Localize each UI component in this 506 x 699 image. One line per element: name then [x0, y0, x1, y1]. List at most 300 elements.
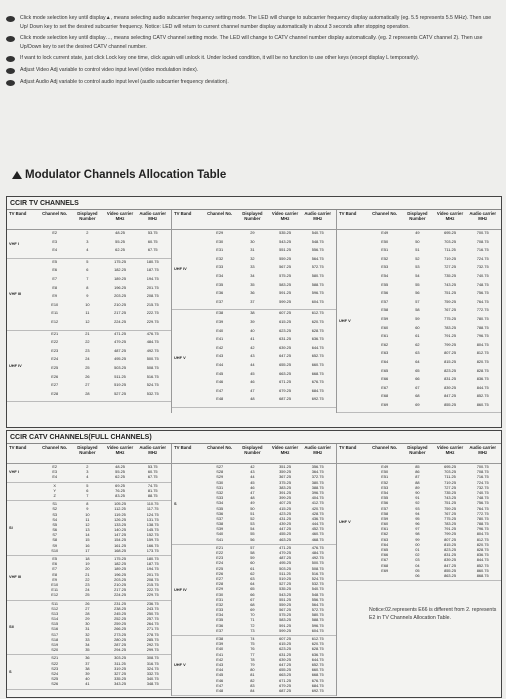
- table-cell: 324.75: [146, 665, 159, 671]
- table-cell: 13: [85, 527, 90, 533]
- table-cell: 687.25: [279, 396, 291, 402]
- table-cell: E2: [52, 230, 58, 235]
- table-cell: E37: [216, 627, 224, 633]
- table-cell: 652.75: [311, 661, 324, 667]
- table-cell: 367.25: [279, 474, 291, 480]
- column-header: Audio carrier MHz: [304, 211, 332, 221]
- table-cell: S26: [51, 681, 59, 687]
- table-cell: 767.25: [444, 510, 456, 516]
- table-cell: S41: [216, 536, 224, 542]
- table-cell: S27: [216, 464, 224, 469]
- table-cell: E65: [381, 547, 389, 552]
- table-cell: 59: [415, 315, 420, 321]
- table-cell: 51: [250, 510, 255, 516]
- table-cell: 55: [415, 281, 420, 287]
- table-cell: 5: [86, 482, 89, 488]
- table-cell: 311.25: [114, 660, 126, 666]
- table-cell: 299.75: [146, 647, 159, 653]
- table-cell: 375.25: [279, 479, 291, 485]
- ccir-tv-title: CCIR TV CHANNELS: [7, 197, 501, 210]
- table-cell: S37: [216, 515, 224, 521]
- table-cell: 791.25: [444, 333, 456, 339]
- table-header-row: [7, 210, 171, 230]
- ccir-tv-panel: [6, 196, 502, 428]
- table-cell: 692.75: [311, 687, 324, 693]
- table-cell: 679.25: [279, 682, 291, 688]
- table-cell: 15: [85, 537, 90, 543]
- ccir-catv-panel: [6, 430, 502, 698]
- table-cell: 28: [85, 390, 90, 396]
- table-cell: 94: [415, 510, 420, 516]
- table-cell: S12: [51, 605, 59, 611]
- table-cell: 112.25: [114, 506, 126, 512]
- table-cell: 660.75: [311, 667, 324, 673]
- band-group: [7, 483, 171, 502]
- table-cell: 791.25: [444, 526, 456, 532]
- table-cell: 2: [86, 230, 89, 235]
- table-cell: 01: [415, 547, 420, 552]
- table-cell: 724.75: [476, 479, 489, 485]
- table-cell: 161.25: [114, 542, 126, 548]
- table-cell: 8: [86, 284, 89, 290]
- table-cell: E42: [216, 656, 224, 662]
- table-cell: 687.25: [279, 687, 291, 693]
- table-cell: 540.75: [311, 586, 324, 592]
- band-label: [9, 484, 38, 500]
- table-cell: 735.25: [444, 489, 456, 495]
- table-cell: 388.75: [311, 484, 324, 490]
- triangle-icon: [12, 171, 22, 179]
- table-cell: 138.75: [146, 521, 159, 527]
- table-cell: S11: [51, 600, 59, 606]
- table-cell: 660.75: [311, 361, 324, 367]
- table-cell: 159.75: [146, 537, 159, 543]
- table-cell: 55.25: [115, 469, 125, 475]
- table-cell: 668.75: [311, 370, 324, 376]
- table-cell: E7: [52, 566, 58, 572]
- table-cell: 67: [250, 596, 255, 602]
- table-cell: 799.25: [444, 341, 456, 347]
- table-cell: 548.75: [311, 591, 324, 597]
- bullet-icon: [6, 36, 15, 42]
- table-cell: 727.25: [444, 484, 456, 490]
- table-cell: 676.75: [311, 677, 324, 683]
- table-cell: S9: [52, 542, 58, 548]
- table-cell: 559.25: [279, 601, 291, 607]
- table-cell: 564.75: [311, 601, 324, 607]
- table-cell: 511.25: [114, 373, 126, 379]
- table-cell: 50: [415, 238, 420, 244]
- table-cell: E31: [216, 596, 224, 602]
- table-cell: E66: [381, 376, 389, 382]
- table-cell: 88: [415, 479, 420, 485]
- note-item: [6, 54, 500, 63]
- table-cell: 231.25: [114, 600, 126, 606]
- column-header: Audio carrier MHz: [469, 211, 497, 221]
- table-cell: 831.25: [444, 376, 456, 382]
- table-cell: 131.75: [146, 516, 159, 522]
- table-cell: 72: [250, 622, 255, 628]
- table-cell: 551.25: [279, 247, 291, 253]
- table-cell: E48: [216, 687, 224, 693]
- table-cell: S28: [216, 469, 224, 475]
- table-cell: 575.25: [279, 612, 291, 618]
- table-cell: 182.25: [114, 561, 126, 567]
- table-cell: S23: [51, 665, 59, 671]
- table-cell: E62: [381, 341, 389, 347]
- table-cell: 631.25: [279, 651, 291, 657]
- table-cell: E12: [51, 318, 59, 324]
- table-cell: 30: [250, 238, 255, 244]
- column-header: Video carrier MHz: [271, 445, 299, 455]
- table-row: [38, 248, 169, 257]
- table-cell: 69.25: [115, 482, 125, 488]
- table-cell: 44: [250, 474, 255, 480]
- table-cell: 492.75: [311, 555, 324, 561]
- table-cell: E46: [216, 677, 224, 683]
- table-cell: 66: [415, 376, 420, 382]
- table-cell: S14: [51, 616, 59, 622]
- table-cell: 383.25: [279, 484, 291, 490]
- table-cell: S15: [51, 621, 59, 627]
- table-cell: 67: [415, 384, 420, 390]
- table-cell: E50: [381, 469, 389, 475]
- table-cell: 391.25: [279, 489, 291, 495]
- table-cell: 612.75: [311, 310, 324, 316]
- column-header: Video carrier MHz: [106, 445, 134, 455]
- table-cell: 855.25: [444, 401, 456, 407]
- table-cell: 33: [85, 636, 90, 642]
- table-row: [203, 397, 334, 406]
- table-cell: 31: [250, 247, 255, 253]
- table-cell: E65: [381, 367, 389, 373]
- table-cell: 50: [250, 505, 255, 511]
- table-cell: 30: [85, 621, 90, 627]
- table-cell: S33: [216, 495, 224, 501]
- table-cell: 6: [86, 487, 89, 493]
- table-cell: 60.75: [147, 469, 158, 475]
- table-cell: 783.25: [444, 324, 456, 330]
- table-cell: 572.75: [311, 264, 324, 270]
- table-cell: 532.75: [311, 581, 324, 587]
- table-cell: S21: [51, 655, 59, 661]
- table-cell: 22: [85, 339, 90, 345]
- table-cell: 56: [415, 290, 420, 296]
- table-cell: 708.75: [476, 238, 489, 244]
- table-cell: 12: [85, 318, 90, 324]
- table-cell: 74.75: [147, 482, 158, 488]
- table-cell: 359.25: [279, 469, 291, 475]
- table-cell: 88.75: [147, 492, 158, 498]
- table-cell: 61: [250, 565, 255, 571]
- table-cell: E26: [51, 373, 59, 379]
- table-cell: 711.25: [444, 247, 456, 253]
- table-cell: 2: [86, 464, 89, 469]
- table-cell: 460.75: [311, 531, 324, 537]
- table-cell: 583.25: [279, 617, 291, 623]
- table-cell: 327.25: [114, 670, 126, 676]
- table-cell: 29: [250, 230, 255, 235]
- table-cell: E25: [51, 364, 59, 370]
- table-cell: 487.25: [114, 347, 126, 353]
- band-group: [7, 464, 171, 483]
- table-header-row: [337, 210, 501, 230]
- table-cell: 599.25: [279, 298, 291, 304]
- table-cell: E53: [381, 264, 389, 270]
- table-cell: 110.75: [146, 501, 159, 507]
- table-cell: E4: [52, 474, 58, 480]
- table-cell: 751.25: [444, 500, 456, 506]
- table-cell: S39: [216, 526, 224, 532]
- table-cell: 99: [415, 536, 420, 542]
- table-cell: 807.25: [444, 536, 456, 542]
- table-cell: 34: [250, 272, 255, 278]
- table-cell: E44: [216, 361, 224, 367]
- table-cell: E28: [51, 390, 59, 396]
- table-cell: 92: [415, 500, 420, 506]
- column-header: TV Band: [174, 445, 192, 450]
- table-cell: 583.25: [279, 281, 291, 287]
- table-cell: 37: [250, 298, 255, 304]
- table-cell: E40: [216, 327, 224, 333]
- table-cell: 788.75: [476, 521, 489, 527]
- table-cell: E54: [381, 489, 389, 495]
- band-cells: [38, 602, 169, 654]
- table-cell: S31: [216, 484, 224, 490]
- table-cell: 439.25: [279, 521, 291, 527]
- table-cell: 431.25: [279, 515, 291, 521]
- table-cell: 280.25: [114, 636, 126, 642]
- table-cell: 516.75: [311, 570, 324, 576]
- table-cell: E44: [216, 667, 224, 673]
- table-cell: 796.75: [476, 526, 489, 532]
- table-cell: 22: [85, 576, 90, 582]
- table-cell: 740.75: [476, 272, 489, 278]
- table-cell: 203.25: [114, 576, 126, 582]
- band-group: [7, 331, 171, 403]
- table-cell: 495.25: [279, 560, 291, 566]
- table-cell: 319.25: [114, 665, 126, 671]
- table-cell: 264.75: [146, 621, 159, 627]
- table-cell: 655.25: [279, 361, 291, 367]
- table-cell: 700.75: [476, 230, 489, 235]
- table-cell: 154.25: [114, 537, 126, 543]
- band-group: [172, 636, 336, 696]
- table-column: [337, 210, 501, 413]
- table-cell: 732.75: [476, 484, 489, 490]
- table-cell: 676.75: [311, 379, 324, 385]
- table-cell: 607.25: [279, 636, 291, 641]
- table-cell: E62: [381, 531, 389, 537]
- table-cell: 623.25: [279, 327, 291, 333]
- table-cell: S5: [52, 521, 58, 527]
- table-cell: E57: [381, 505, 389, 511]
- table-row: [38, 549, 169, 554]
- table-column: [172, 210, 337, 413]
- table-cell: S32: [216, 489, 224, 495]
- table-row: [38, 593, 169, 598]
- table-cell: E60: [381, 324, 389, 330]
- table-cell: 588.75: [311, 281, 324, 287]
- table-cell: 852.75: [476, 562, 489, 568]
- table-cell: 36: [250, 290, 255, 296]
- table-cell: 12: [85, 521, 90, 527]
- table-cell: 588.75: [311, 617, 324, 623]
- table-cell: E38: [216, 636, 224, 641]
- table-cell: 257.75: [146, 616, 159, 622]
- table-cell: 57: [415, 298, 420, 304]
- table-cell: 719.25: [444, 255, 456, 261]
- table-cell: 7: [86, 492, 89, 498]
- table-cell: 23: [85, 347, 90, 353]
- table-cell: 55: [250, 531, 255, 537]
- column-header: TV Band: [9, 211, 27, 216]
- band-group: [7, 556, 171, 601]
- table-cell: 20: [85, 566, 90, 572]
- table-cell: 05: [415, 567, 420, 573]
- table-cell: 343.25: [114, 681, 126, 687]
- table-cell: E38: [216, 310, 224, 316]
- table-cell: 303.25: [114, 655, 126, 661]
- table-cell: 47: [250, 489, 255, 495]
- table-cell: 764.75: [476, 505, 489, 511]
- table-cell: E27: [216, 575, 224, 581]
- table-cell: 65: [415, 367, 420, 373]
- table-cell: 87: [415, 474, 420, 480]
- bullet-icon: [6, 68, 15, 74]
- table-cell: E56: [381, 290, 389, 296]
- table-cell: E61: [381, 526, 389, 532]
- band-label: VHF I: [9, 469, 19, 475]
- table-cell: 187.75: [146, 561, 159, 567]
- table-cell: S20: [51, 647, 59, 653]
- table-cell: 8: [86, 501, 89, 507]
- table-cell: 35: [85, 647, 90, 653]
- table-cell: 196.25: [114, 571, 126, 577]
- table-cell: 591.25: [279, 622, 291, 628]
- table-cell: 84: [250, 687, 255, 693]
- table-cell: 33: [250, 264, 255, 270]
- table-cell: 173.75: [146, 547, 159, 553]
- table-cell: 166.75: [146, 542, 159, 548]
- column-header: Channel No.: [42, 211, 68, 216]
- table-cell: 7: [86, 275, 89, 281]
- table-cell: 495.25: [114, 356, 126, 362]
- band-group: [7, 601, 171, 656]
- table-cell: 217.25: [114, 587, 126, 593]
- table-cell: S1: [52, 501, 58, 507]
- table-cell: 423.25: [279, 510, 291, 516]
- band-group: [7, 230, 171, 259]
- table-cell: 60.75: [147, 238, 158, 244]
- table-cell: 229.75: [146, 592, 159, 598]
- table-cell: 27: [85, 382, 90, 388]
- table-cell: E2: [52, 464, 58, 469]
- table-cell: S7: [52, 532, 58, 538]
- table-cell: S30: [216, 479, 224, 485]
- table-cell: E59: [381, 515, 389, 521]
- table-cell: 224.25: [114, 592, 126, 598]
- table-cell: 38: [250, 310, 255, 316]
- table-cell: 607.25: [279, 310, 291, 316]
- note-item: [6, 78, 500, 87]
- table-cell: 24: [85, 587, 90, 593]
- table-cell: 679.25: [279, 387, 291, 393]
- table-cell: 692.75: [311, 396, 324, 402]
- table-cell: 80: [250, 667, 255, 673]
- table-cell: E50: [381, 238, 389, 244]
- table-cell: 815.25: [444, 358, 456, 364]
- table-row: [38, 320, 169, 329]
- table-cell: 196.25: [114, 284, 126, 290]
- table-cell: [368, 574, 401, 579]
- table-cell: 756.75: [476, 500, 489, 506]
- table-cell: 187.75: [146, 267, 159, 273]
- table-cell: 210.25: [114, 581, 126, 587]
- table-cell: 06: [415, 572, 420, 578]
- table-cell: E45: [216, 672, 224, 678]
- band-cells: [203, 465, 334, 543]
- table-cell: 53: [415, 264, 420, 270]
- table-cell: 487.25: [279, 555, 291, 561]
- table-cell: 60: [415, 324, 420, 330]
- table-cell: 236.75: [146, 600, 159, 606]
- table-cell: 35: [250, 281, 255, 287]
- table-cell: 572.75: [311, 607, 324, 613]
- table-cell: E53: [381, 484, 389, 490]
- column-header: Channel No.: [372, 211, 398, 216]
- table-cell: 788.75: [476, 324, 489, 330]
- table-cell: 671.25: [279, 379, 291, 385]
- table-cell: E42: [216, 344, 224, 350]
- table-cell: 743.25: [444, 281, 456, 287]
- table-cell: E23: [51, 347, 59, 353]
- table-cell: 476.75: [146, 330, 159, 336]
- table-cell: S19: [51, 642, 59, 647]
- table-cell: 476.75: [311, 544, 324, 550]
- table-cell: 636.75: [311, 336, 324, 342]
- table-cell: 6: [86, 267, 89, 273]
- table-cell: 215.75: [146, 581, 159, 587]
- table-cell: 62: [250, 570, 255, 576]
- table-cell: 628.75: [311, 646, 324, 652]
- column-header: Video carrier MHz: [436, 211, 464, 221]
- table-cell: 524.75: [311, 575, 324, 581]
- table-cell: 27: [85, 605, 90, 611]
- table-cell: 93: [415, 505, 420, 511]
- band-group: [172, 230, 336, 310]
- table-cell: E69: [381, 401, 389, 407]
- table-cell: 17: [85, 547, 90, 553]
- table-cell: 42: [250, 344, 255, 350]
- table-cell: 711.25: [444, 474, 456, 480]
- column-header: Displayed Number: [407, 211, 428, 221]
- table-cell: 335.25: [114, 676, 126, 682]
- table-cell: E5: [52, 556, 58, 561]
- table-cell: 575.25: [279, 272, 291, 278]
- table-cell: E56: [381, 500, 389, 506]
- table-cell: 396.75: [311, 489, 324, 495]
- table-cell: 820.75: [476, 358, 489, 364]
- table-cell: 348.75: [146, 681, 159, 687]
- table-row: [38, 682, 169, 687]
- table-cell: 500.75: [311, 560, 324, 566]
- band-label: UHF IV: [174, 266, 187, 272]
- table-cell: S34: [216, 500, 224, 506]
- table-cell: 420.75: [311, 505, 324, 511]
- column-header: Displayed Number: [242, 211, 263, 221]
- table-cell: 340.75: [146, 676, 159, 682]
